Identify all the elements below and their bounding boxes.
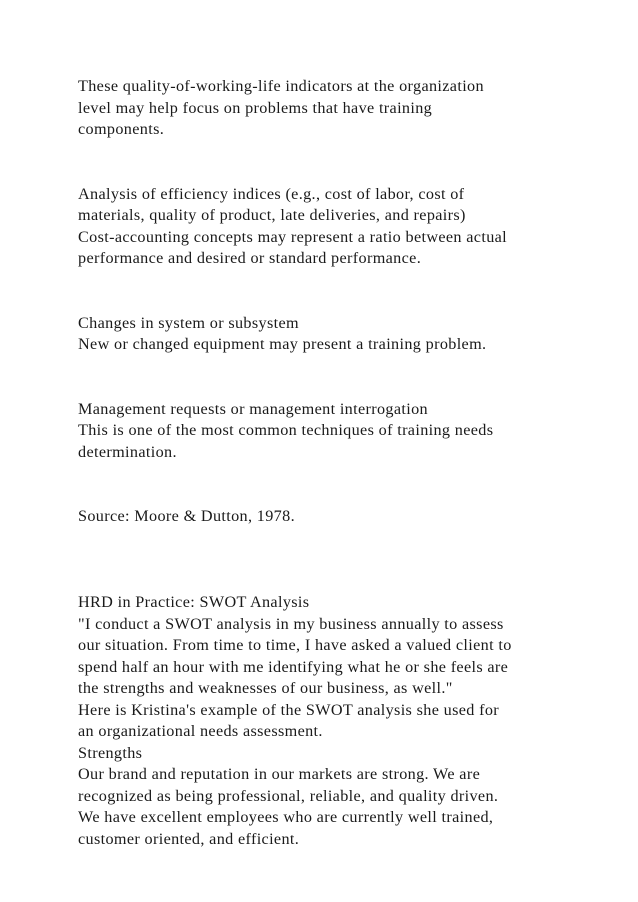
text-line: "I conduct a SWOT analysis in my business annually to assess <box>78 614 504 633</box>
blank-line <box>78 485 578 507</box>
text-line: performance and desired or standard performance. <box>78 249 422 267</box>
blank-line <box>78 549 578 571</box>
text-line: spend half an hour with me identifying what he or she feels are <box>78 657 509 676</box>
text-line: recognized as being professional, reliable, and quality driven. <box>78 786 499 805</box>
blank-line <box>78 141 578 163</box>
source-citation: Source: Moore & Dutton, 1978. <box>78 507 295 525</box>
text-line: our situation. From time to time, I have asked a valued client to <box>78 636 512 654</box>
blank-line <box>78 571 578 593</box>
text-line: Cost-accounting concepts may represent a ratio between actual <box>78 227 508 246</box>
blank-line <box>78 377 578 399</box>
text-line: We have excellent employees who are currently well trained, <box>78 808 494 826</box>
blank-line <box>78 356 578 378</box>
blank-line <box>78 270 578 292</box>
document-body <box>78 76 578 850</box>
section-heading: HRD in Practice: SWOT Analysis <box>78 593 310 611</box>
text-line: This is one of the most common techniques of training needs <box>78 421 494 439</box>
text-line: components. <box>78 120 165 138</box>
text-line: Changes in system or subsystem <box>78 313 299 332</box>
blank-line <box>78 463 578 485</box>
text-line: Management requests or management interrogation <box>78 399 428 418</box>
text-line: an organizational needs assessment. <box>78 722 323 740</box>
subsection-heading: Strengths <box>78 743 143 762</box>
text-line: determination. <box>78 442 177 461</box>
text-line: Here is Kristina's example of the SWOT analysis she used for <box>78 700 500 719</box>
text-line: New or changed equipment may present a training problem. <box>78 335 487 353</box>
blank-line <box>78 162 578 184</box>
text-line: customer oriented, and efficient. <box>78 829 300 848</box>
text-line: materials, quality of product, late deliveries, and repairs) <box>78 206 466 224</box>
text-line: These quality-of-working-life indicators at the organization <box>78 77 484 95</box>
blank-line <box>78 291 578 313</box>
text-line: Analysis of efficiency indices (e.g., cost of labor, cost of <box>78 184 465 203</box>
blank-line <box>78 528 578 550</box>
text-line: Our brand and reputation in our markets are strong. We are <box>78 765 481 783</box>
text-line: the strengths and weaknesses of our business, as well." <box>78 679 453 697</box>
text-line: level may help focus on problems that have training <box>78 98 433 117</box>
